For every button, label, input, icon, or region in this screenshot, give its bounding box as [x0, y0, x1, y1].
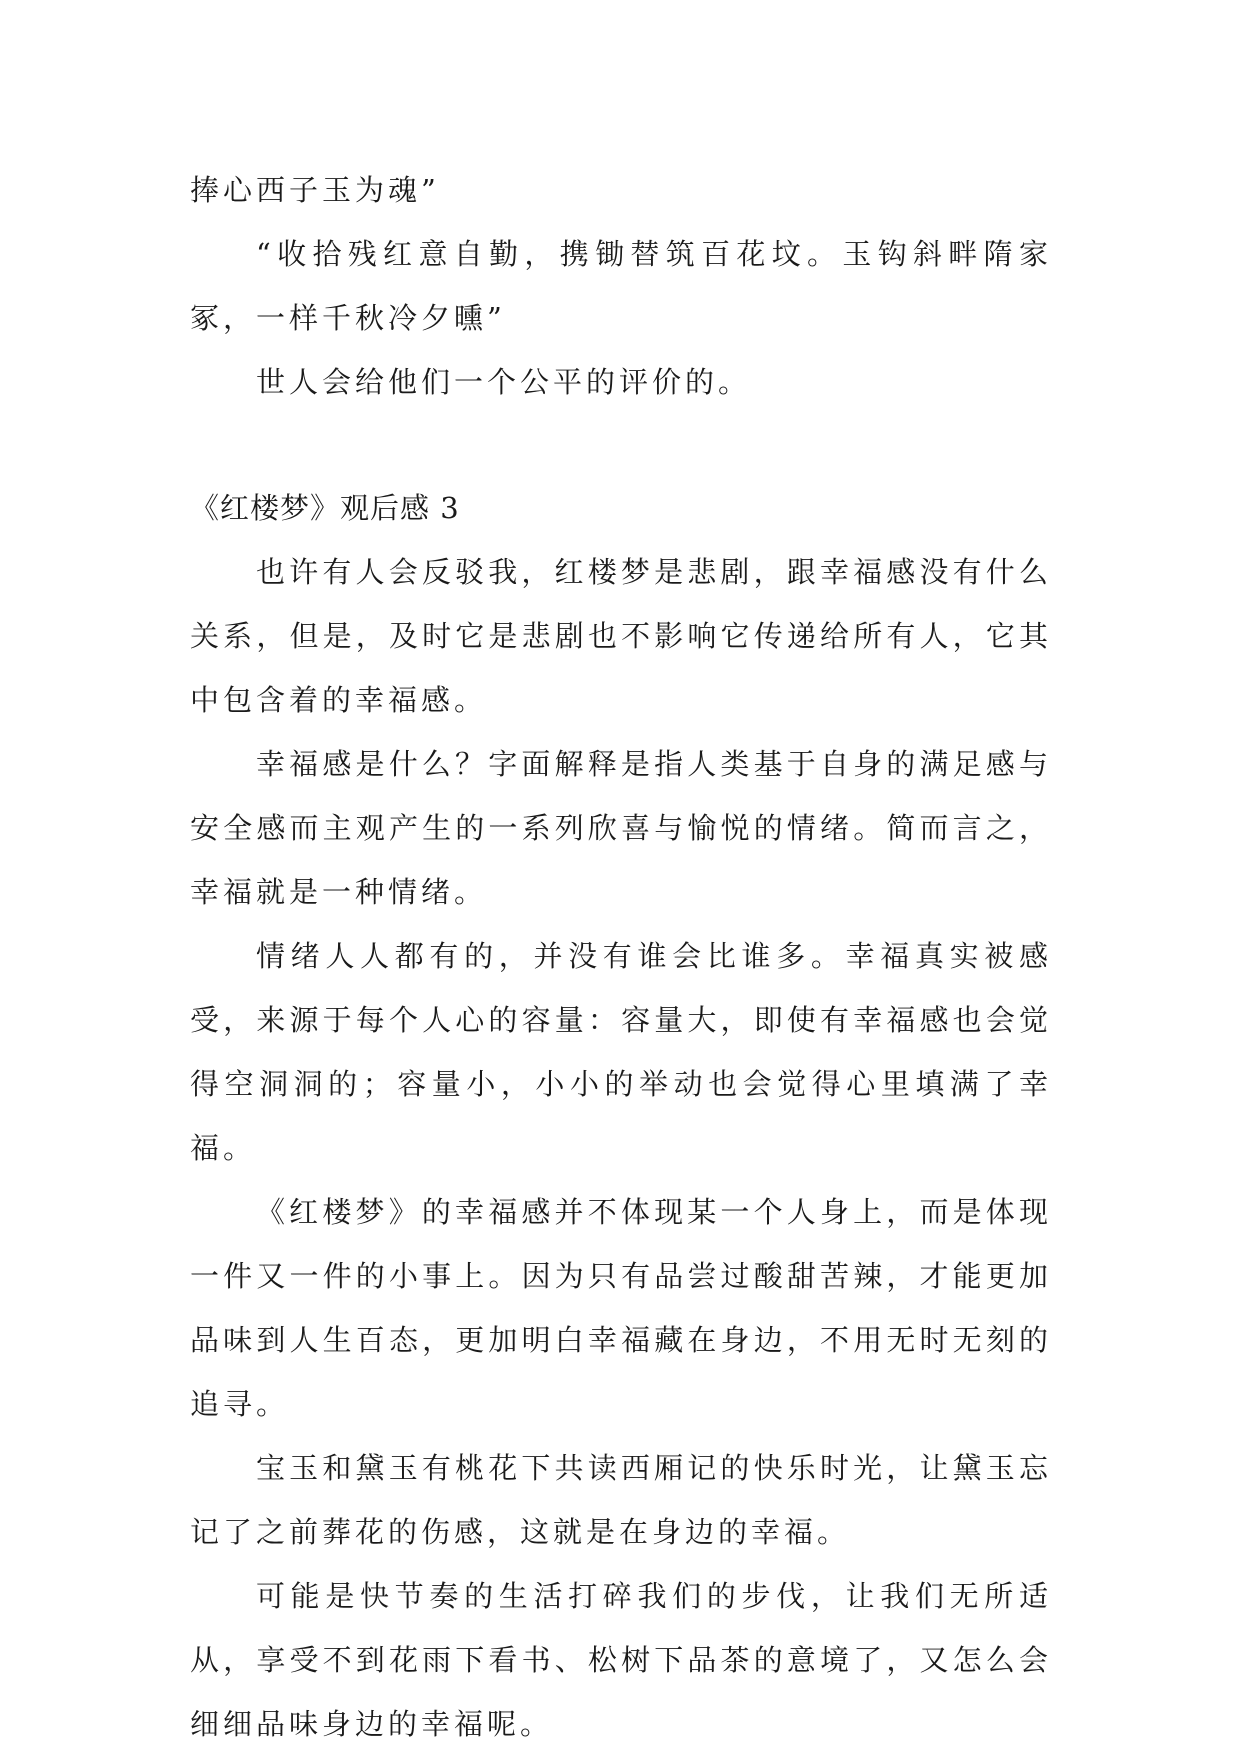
document-body	[190, 158, 1052, 1756]
intro-conclusion: 世人会给他们一个公平的评价的。	[256, 365, 752, 399]
body-paragraph: 也许有人会反驳我，红楼梦是悲剧，跟幸福感没有什么关系，但是，及时它是悲剧也不影响它传递给所有人，它其中包含着的幸福感。	[190, 555, 1052, 717]
poem-line-ending: 捧心西子玉为魂”	[190, 173, 440, 207]
body-paragraph: 可能是快节奏的生活打碎我们的步伐，让我们无所适从，享受不到花雨下看书、松树下品茶的意境了，又怎么会细细品味身边的幸福呢。	[190, 1579, 1052, 1741]
body-paragraph: 《红楼梦》的幸福感并不体现某一个人身上，而是体现一件又一件的小事上。因为只有品尝过酸甜苦辣，才能更加品味到人生百态，更加明白幸福藏在身边，不用无时无刻的追寻。	[190, 1195, 1052, 1421]
section-title: 《红楼梦》观后感 3	[190, 491, 460, 525]
poem-quote: “收拾残红意自勤，携锄替筑百花坟。玉钩斜畔隋家冢，一样千秋冷夕曛”	[190, 237, 1052, 335]
section-spacer	[190, 414, 1052, 476]
body-paragraph: 宝玉和黛玉有桃花下共读西厢记的快乐时光，让黛玉忘记了之前葬花的伤感，这就是在身边的幸福。	[190, 1451, 1052, 1549]
body-paragraph: 情绪人人都有的，并没有谁会比谁多。幸福真实被感受，来源于每个人心的容量：容量大，即使有幸福感也会觉得空洞洞的；容量小，小小的举动也会觉得心里填满了幸福。	[190, 939, 1052, 1165]
body-paragraph: 幸福感是什么？字面解释是指人类基于自身的满足感与安全感而主观产生的一系列欣喜与愉悦的情绪。简而言之，幸福就是一种情绪。	[190, 747, 1052, 909]
